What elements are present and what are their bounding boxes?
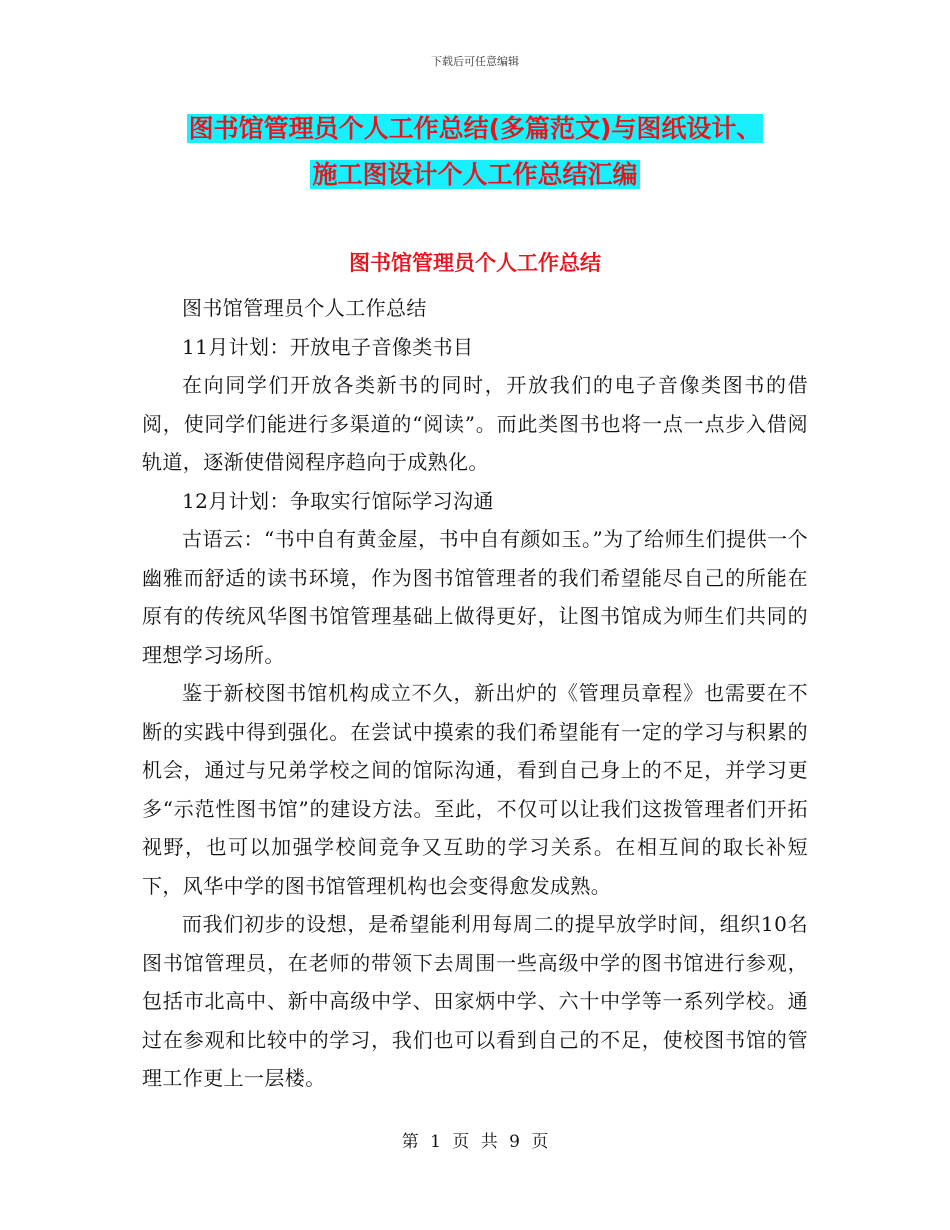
body-paragraph-december-plan: 12月计划：争取实行馆际学习沟通 <box>182 488 494 513</box>
document-title-line-2-text: 施工图设计个人工作总结汇编 <box>312 160 638 189</box>
header-note: 下载后可任意编辑 <box>431 55 519 68</box>
body-paragraph: 在向同学们开放各类新书的同时，开放我们的电子音像类图书的借阅，使同学们能进行多渠道的“阅读”。而此类图书也将一点一点步入借阅轨道，逐渐使借阅程序趋向于成熟化。 <box>142 373 808 474</box>
body-paragraph: 古语云：“书中自有黄金屋，书中自有颜如玉。”为了给师生们提供一个幽雅而舒适的读书环境，作为图书馆管理者的我们希望能尽自己的所能在原有的传统风华图书馆管理基础上做得更好，让图书馆成为师生们共同的理想学习场所。 <box>142 527 808 667</box>
body-paragraph: 而我们初步的设想，是希望能利用每周二的提早放学时间，组织10名图书馆管理员，在老师的带领下去周围一些高级中学的图书馆进行参观，包括市北高中、新中高级中学、田家炳中学、六十中学等一系列学校。通过在参观和比较中的学习，我们也可以看到自己的不足，使校图书馆的管理工作更上一层楼。 <box>142 912 808 1090</box>
page-number-footer: 第 1 页 共 9 页 <box>401 1132 549 1152</box>
document-title-line-1-text: 图书馆管理员个人工作总结(多篇范文)与图纸设计、 <box>188 114 762 143</box>
document-title-line-2 <box>0 157 950 193</box>
body-paragraph-november-plan: 11月计划：开放电子音像类书目 <box>182 334 474 359</box>
body-paragraph: 鉴于新校图书馆机构成立不久，新出炉的《管理员章程》也需要在不断的实践中得到强化。在尝试中摸索的我们希望能有一定的学习与积累的机会，通过与兄弟学校之间的馆际沟通，看到自己身上的不足，并学习更多“示范性图书馆”的建设方法。至此，不仅可以让我们这拨管理者们开拓视野，也可以加强学校间竞争又互助的学习关系。在相互间的取长补短下，风华中学的图书馆管理机构也会变得愈发成熟。 <box>142 681 808 898</box>
document-body <box>142 289 808 1098</box>
section-title: 图书馆管理员个人工作总结 <box>349 251 601 275</box>
document-title-line-1 <box>0 111 950 147</box>
body-paragraph-subtitle: 图书馆管理员个人工作总结 <box>182 296 427 320</box>
